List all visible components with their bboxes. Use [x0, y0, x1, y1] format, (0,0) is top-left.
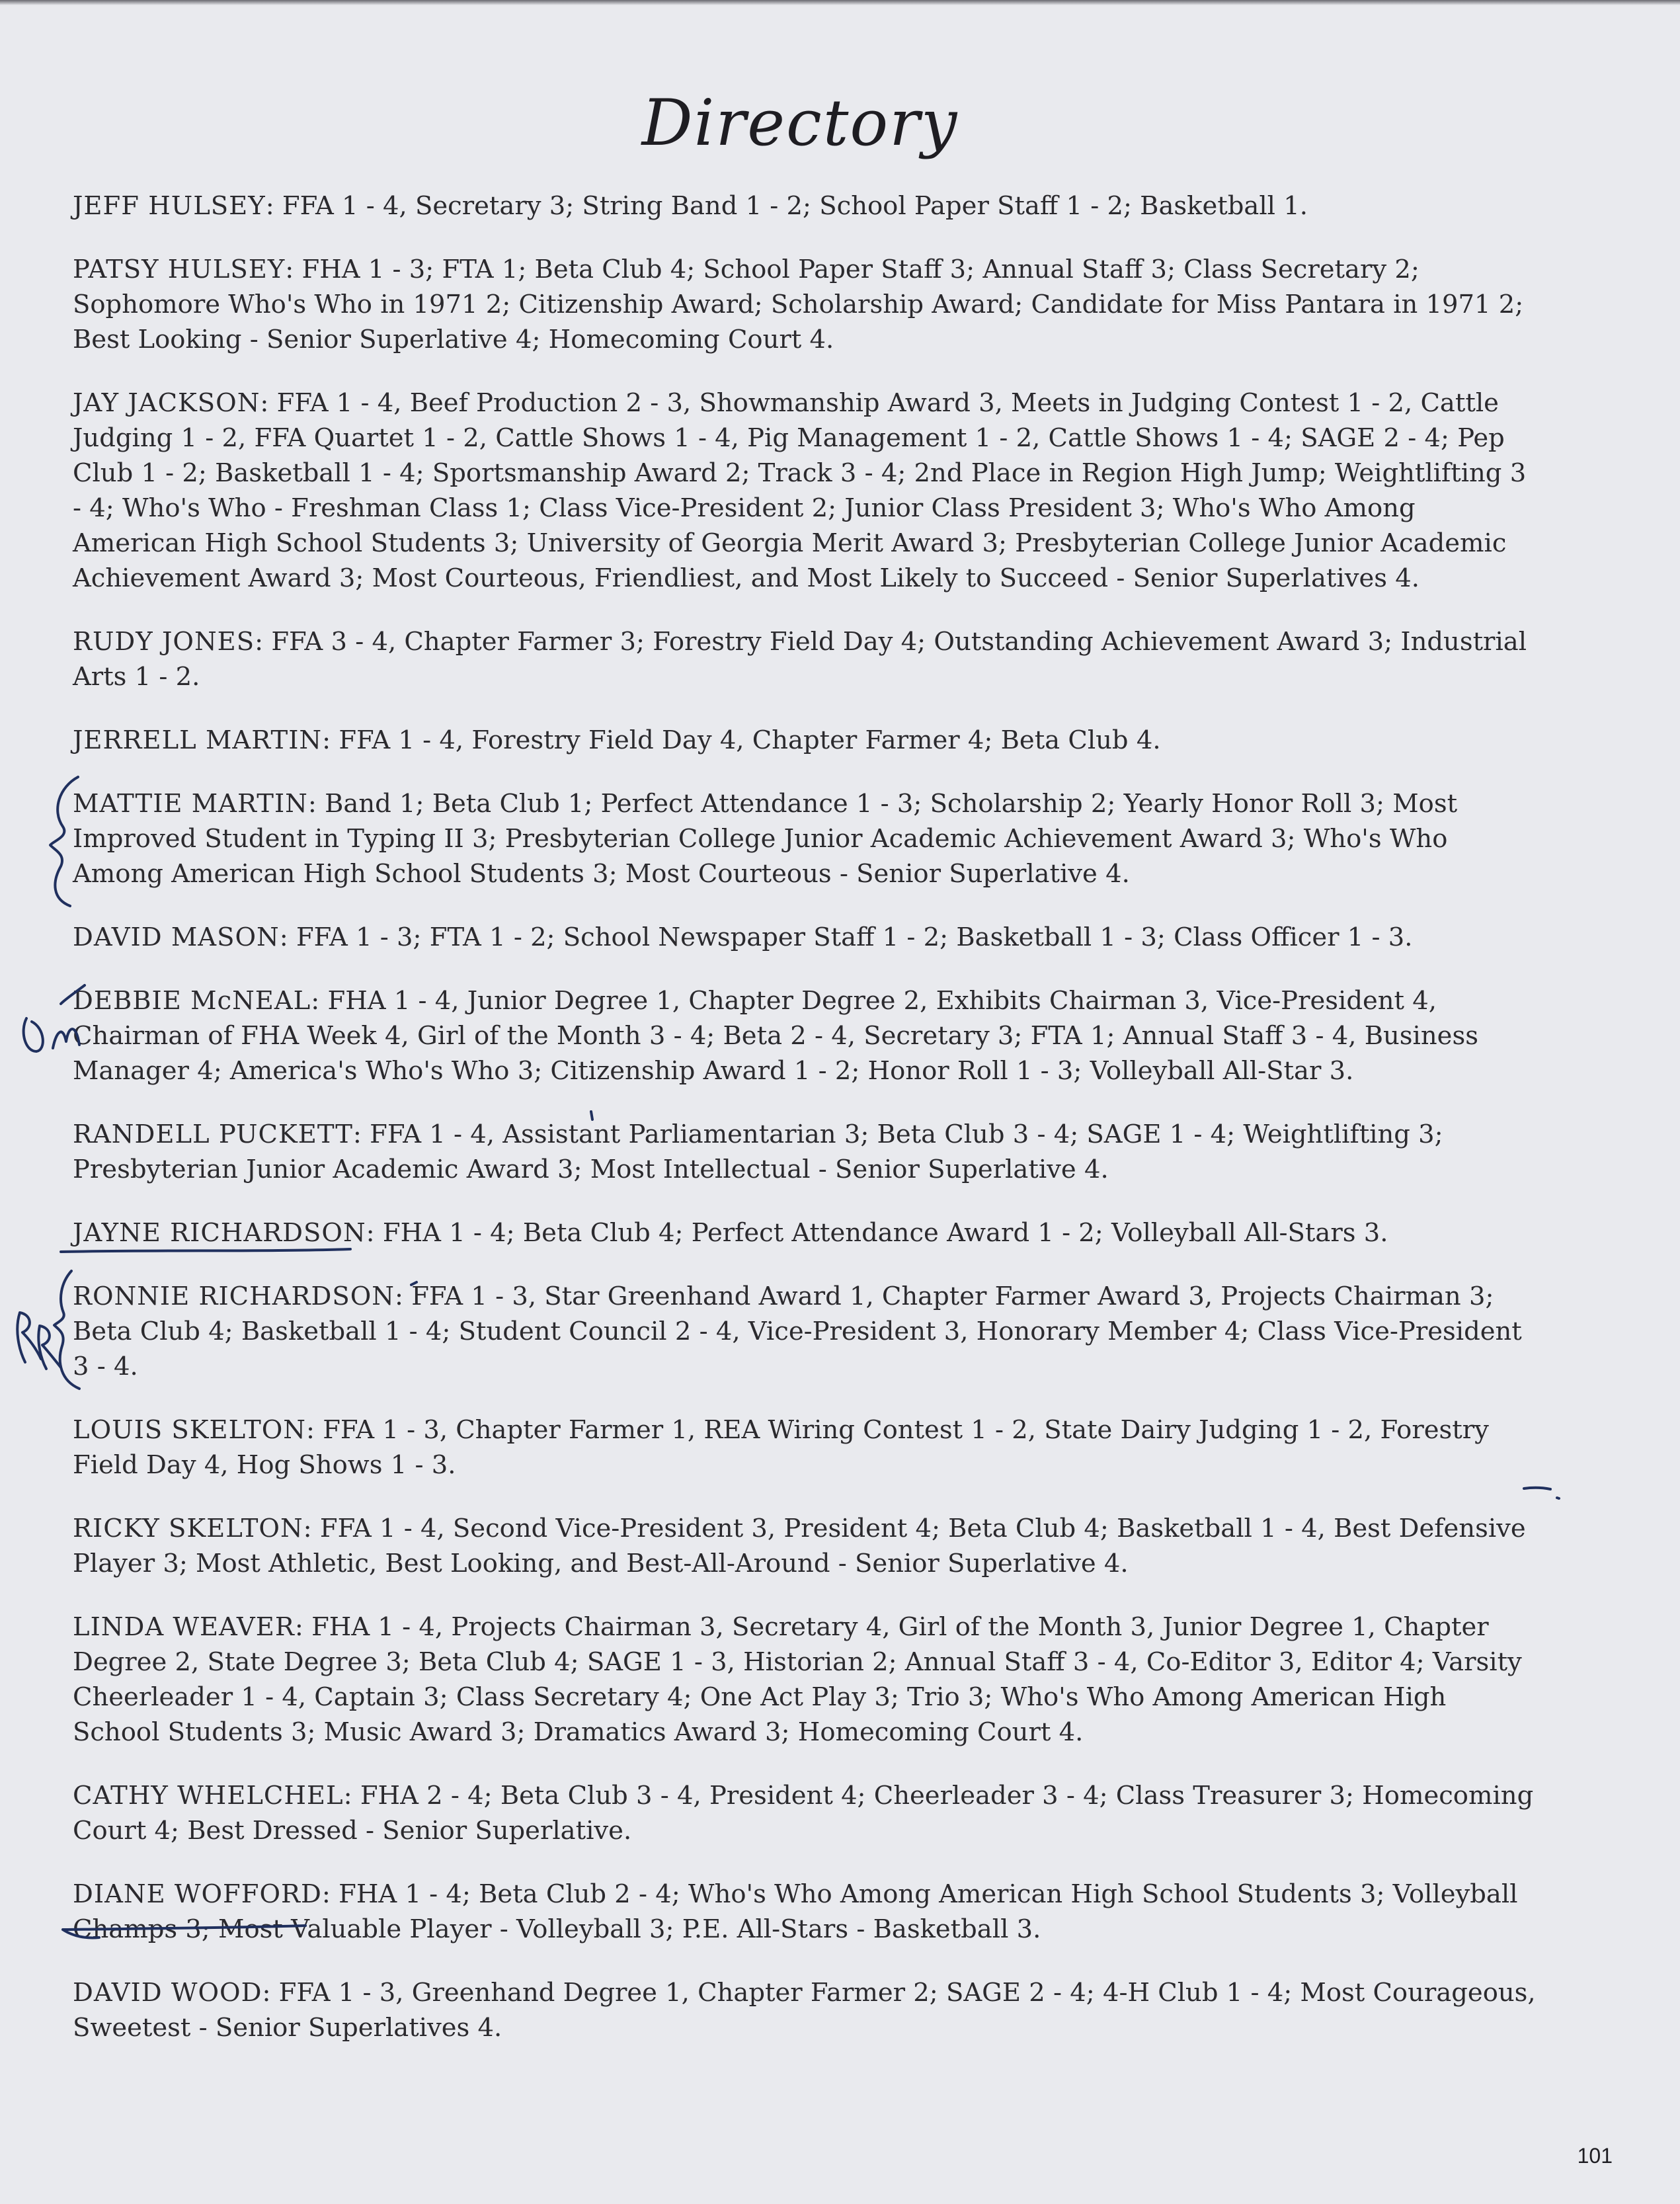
directory-entry: [73, 786, 1537, 891]
directory-entry: [73, 1511, 1537, 1581]
entry-details: FFA 1 - 4, Secretary 3; String Band 1 - 2; School Paper Staff 1 - 2; Basketball 1.: [282, 191, 1308, 221]
entry-details: Band 1; Beta Club 1; Perfect Attendance 1 - 3; Scholarship 2; Yearly Honor Roll 3; Most Improved Student in Typing II 3; Presbyterian College Junior Academic Achievement Award 3; Who's Who Among American High School Students 3; Most Courteous - Senior Superlative 4.: [73, 789, 1458, 889]
entry-name: LOUIS SKELTON: [73, 1415, 306, 1445]
directory-entry: [73, 1412, 1537, 1483]
entry-separator: :: [265, 191, 282, 221]
entry-details: FFA 1 - 4, Forestry Field Day 4, Chapter Farmer 4; Beta Club 4.: [339, 725, 1161, 755]
entry-details: FHA 1 - 4; Beta Club 2 - 4; Who's Who Among American High School Students 3; Volleyball Champs 3; Most Valuable Player - Volleyball 3; P.E. All-Stars - Basketball 3.: [73, 1879, 1518, 1944]
entry-separator: :: [303, 1514, 320, 1543]
entry-details: FFA 1 - 3; FTA 1 - 2; School Newspaper Staff 1 - 2; Basketball 1 - 3; Class Officer 1 - 3.: [296, 922, 1413, 952]
entry-name: JERRELL MARTIN: [73, 725, 323, 755]
handwritten-initials-ronnie: [17, 1313, 61, 1369]
entry-details: FHA 1 - 4, Projects Chairman 3, Secretary 4, Girl of the Month 3, Junior Degree 1, Chapter Degree 2, State Degree 3; Beta Club 4; SAGE 1 - 3, Historian 2; Annual Staff 3 - 4, Co-Editor 3, Editor 4; Varsity Cheerleader 1 - 4, Captain 3; Class Secretary 4; One Act Play 3; Trio 3; Who's Who Among American High School Students 3; Music Award 3; Dramatics Award 3; Homecoming Court 4.: [73, 1612, 1522, 1747]
directory-entry: [73, 1215, 1537, 1250]
directory-entry: [73, 386, 1537, 596]
entry-separator: :: [322, 725, 339, 755]
directory-entry: [73, 983, 1537, 1088]
entry-name: RICKY SKELTON: [73, 1514, 303, 1543]
entry-name: RONNIE RICHARDSON: [73, 1282, 395, 1311]
entry-separator: :: [352, 1120, 370, 1149]
entry-name: JAY JACKSON: [73, 388, 260, 418]
entry-details: FFA 1 - 3, Greenhand Degree 1, Chapter Farmer 2; SAGE 2 - 4; 4-H Club 1 - 4; Most Courageous, Sweetest - Senior Superlatives 4.: [73, 1978, 1536, 2043]
page-top-edge: [0, 0, 1680, 5]
entry-details: FHA 2 - 4; Beta Club 3 - 4, President 4; Cheerleader 3 - 4; Class Treasurer 3; Homecoming Court 4; Best Dressed - Senior Superlative.: [73, 1781, 1534, 1846]
entry-name: JAYNE RICHARDSON: [73, 1218, 366, 1248]
entry-details: FHA 1 - 3; FTA 1; Beta Club 4; School Paper Staff 3; Annual Staff 3; Class Secretary 2; Sophomore Who's Who in 1971 2; Citizenship Award; Scholarship Award; Candidate for Miss Pantara in 1971 2; Best Looking - Senior Superlative 4; Homecoming Court 4.: [73, 255, 1524, 354]
entry-name: MATTIE MARTIN: [73, 789, 308, 819]
entry-separator: :: [307, 789, 325, 819]
entry-details: FFA 1 - 4, Assistant Parliamentarian 3; Beta Club 3 - 4; SAGE 1 - 4; Weightlifting 3; Presbyterian Junior Academic Award 3; Most Intellectual - Senior Superlative 4.: [73, 1120, 1443, 1184]
directory-entry: [73, 1877, 1537, 1947]
directory-entry: [73, 1975, 1537, 2045]
entry-name: PATSY HULSEY: [73, 255, 286, 284]
page-title: Directory: [641, 86, 959, 160]
entry-separator: :: [311, 986, 328, 1016]
directory-entry: [73, 624, 1537, 694]
entry-name: DIANE WOFFORD: [73, 1879, 322, 1909]
directory-entry: [73, 1778, 1537, 1848]
directory-entry: [73, 920, 1537, 955]
entry-separator: :: [321, 1879, 339, 1909]
entry-name: RANDELL PUCKETT: [73, 1120, 353, 1149]
directory-entry: [73, 252, 1537, 357]
entry-name: RUDY JONES: [73, 627, 255, 657]
page-number: 101: [1577, 2144, 1613, 2168]
entry-details: FHA 1 - 4; Beta Club 4; Perfect Attendance Award 1 - 2; Volleyball All-Stars 3.: [382, 1218, 1388, 1248]
entry-details: FFA 3 - 4, Chapter Farmer 3; Forestry Field Day 4; Outstanding Achievement Award 3; Industrial Arts 1 - 2.: [73, 627, 1527, 692]
entry-name: LINDA WEAVER: [73, 1612, 295, 1642]
entry-name: DEBBIE McNEAL: [73, 986, 311, 1016]
directory-entry: [73, 723, 1537, 758]
entry-separator: :: [262, 1978, 279, 2008]
entry-details: FFA 1 - 4, Beef Production 2 - 3, Showmanship Award 3, Meets in Judging Contest 1 - 2, Cattle Judging 1 - 2, FFA Quartet 1 - 2, Cattle Shows 1 - 4, Pig Management 1 - 2, Cattle Shows 1 - 4; SAGE 2 - 4; Pep Club 1 - 2; Basketball 1 - 4; Sportsmanship Award 2; Track 3 - 4; 2nd Place in Region High Jump; Weightlifting 3 - 4; Who's Who - Freshman Class 1; Class Vice-President 2; Junior Class President 3; Who's Who Among American High School Students 3; University of Georgia Merit Award 3; Presbyterian College Junior Academic Achievement Award 3; Most Courteous, Friendliest, and Most Likely to Succeed - Senior Superlatives 4.: [73, 388, 1527, 593]
entry-details: FFA 1 - 3, Chapter Farmer 1, REA Wiring Contest 1 - 2, State Dairy Judging 1 - 2, Forestry Field Day 4, Hog Shows 1 - 3.: [73, 1415, 1489, 1480]
entry-separator: :: [285, 255, 302, 284]
directory-list: [73, 188, 1537, 2074]
entry-separator: :: [395, 1282, 412, 1311]
entry-name: DAVID WOOD: [73, 1978, 262, 2008]
directory-entry: [73, 188, 1537, 224]
directory-entry: [73, 1117, 1537, 1187]
entry-separator: :: [260, 388, 277, 418]
entry-name: JEFF HULSEY: [73, 191, 266, 221]
entry-details: FFA 1 - 4, Second Vice-President 3, President 4; Beta Club 4; Basketball 1 - 4, Best Defensive Player 3; Most Athletic, Best Looking, and Best-All-Around - Senior Superlative 4.: [73, 1514, 1526, 1578]
entry-separator: :: [343, 1781, 360, 1811]
entry-separator: :: [279, 922, 296, 952]
entry-details: FFA 1 - 3, Star Greenhand Award 1, Chapter Farmer Award 3, Projects Chairman 3; Beta Club 4; Basketball 1 - 4; Student Council 2 - 4, Vice-President 3, Honorary Member 4; Class Vice-President 3 - 4.: [73, 1282, 1522, 1381]
entry-details: FHA 1 - 4, Junior Degree 1, Chapter Degree 2, Exhibits Chairman 3, Vice-President 4, Chairman of FHA Week 4, Girl of the Month 3 - 4; Beta 2 - 4, Secretary 3; FTA 1; Annual Staff 3 - 4, Business Manager 4; America's Who's Who 3; Citizenship Award 1 - 2; Honor Roll 1 - 3; Volleyball All-Star 3.: [73, 986, 1478, 1086]
directory-entry: [73, 1279, 1537, 1384]
entry-separator: :: [306, 1415, 323, 1445]
entry-name: DAVID MASON: [73, 922, 280, 952]
entry-separator: :: [255, 627, 272, 657]
entry-separator: :: [366, 1218, 383, 1248]
directory-entry: [73, 1610, 1537, 1750]
entry-name: CATHY WHELCHEL: [73, 1781, 344, 1811]
entry-separator: :: [294, 1612, 312, 1642]
